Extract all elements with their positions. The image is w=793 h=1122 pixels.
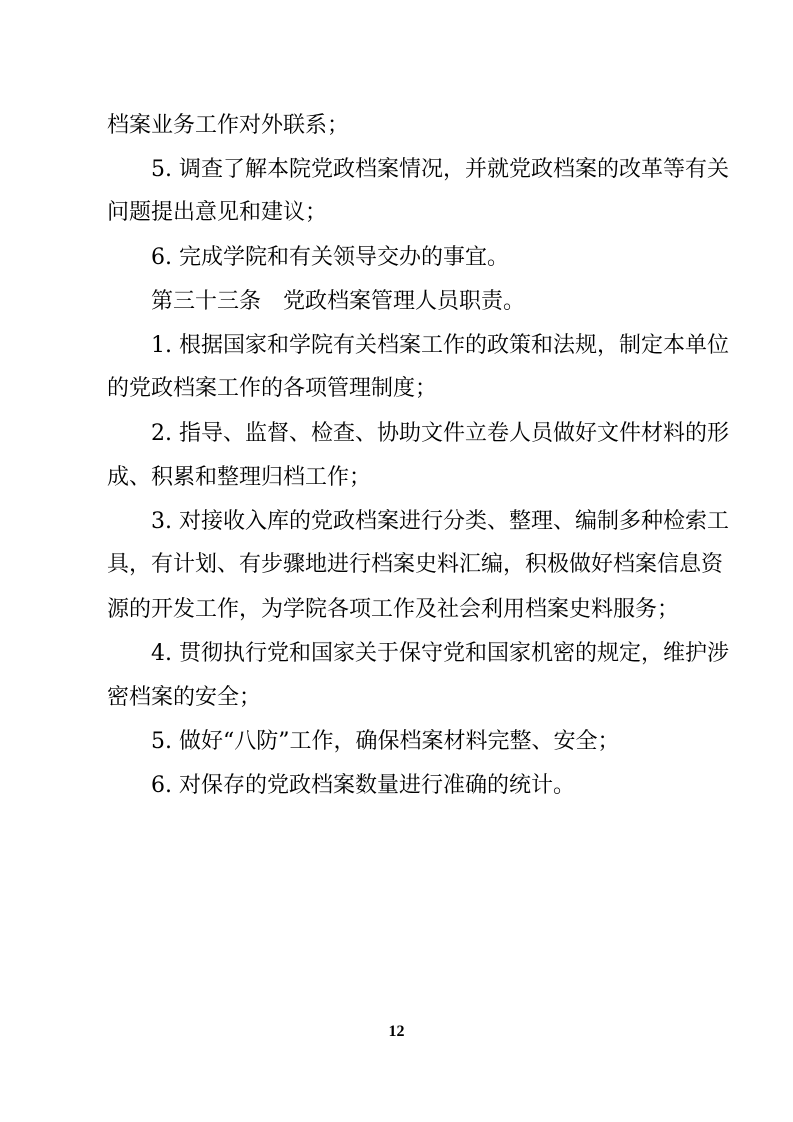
text-line <box>0 326 793 366</box>
text-line <box>0 545 793 585</box>
line-text: 4. 贯彻执行党和国家关于保守党和国家机密的规定，维护涉 <box>151 641 729 666</box>
text-line <box>0 502 793 542</box>
text-line <box>0 369 793 409</box>
line-text: 2. 指导、监督、检查、协助文件立卷人员做好文件材料的形 <box>151 421 729 446</box>
line-text: 6. 对保存的党政档案数量进行准确的统计。 <box>151 773 575 798</box>
text-line <box>0 150 793 190</box>
line-text: 成、积累和整理归档工作； <box>107 465 372 490</box>
page-number: 12 <box>388 1023 405 1040</box>
text-line <box>0 106 793 146</box>
line-text: 5. 调查了解本院党政档案情况，并就党政档案的改革等有关 <box>151 157 729 182</box>
text-line <box>0 722 793 762</box>
line-text: 6. 完成学院和有关领导交办的事宜。 <box>151 245 509 270</box>
line-text: 5. 做好“八防”工作，确保档案材料完整、安全； <box>151 729 620 754</box>
line-text: 源的开发工作，为学院各项工作及社会利用档案史料服务； <box>107 597 680 622</box>
text-line <box>0 414 793 454</box>
line-text: 第三十三条 党政档案管理人员职责。 <box>151 289 526 314</box>
line-text: 的党政档案工作的各项管理制度； <box>107 376 438 401</box>
text-line <box>0 766 793 806</box>
text-line <box>0 634 793 674</box>
text-line <box>0 193 793 233</box>
text-line <box>0 238 793 278</box>
text-line <box>0 458 793 498</box>
line-text: 3. 对接收入库的党政档案进行分类、整理、编制多种检索工 <box>151 509 729 534</box>
line-text: 1. 根据国家和学院有关档案工作的政策和法规，制定本单位 <box>151 333 729 358</box>
line-text: 档案业务工作对外联系； <box>107 113 350 138</box>
article-heading <box>0 282 793 322</box>
text-line <box>0 678 793 718</box>
line-text: 问题提出意见和建议； <box>107 200 328 225</box>
text-line <box>0 590 793 630</box>
line-text: 具，有计划、有步骤地进行档案史料汇编，积极做好档案信息资 <box>107 552 724 577</box>
line-text: 密档案的安全； <box>107 685 262 710</box>
